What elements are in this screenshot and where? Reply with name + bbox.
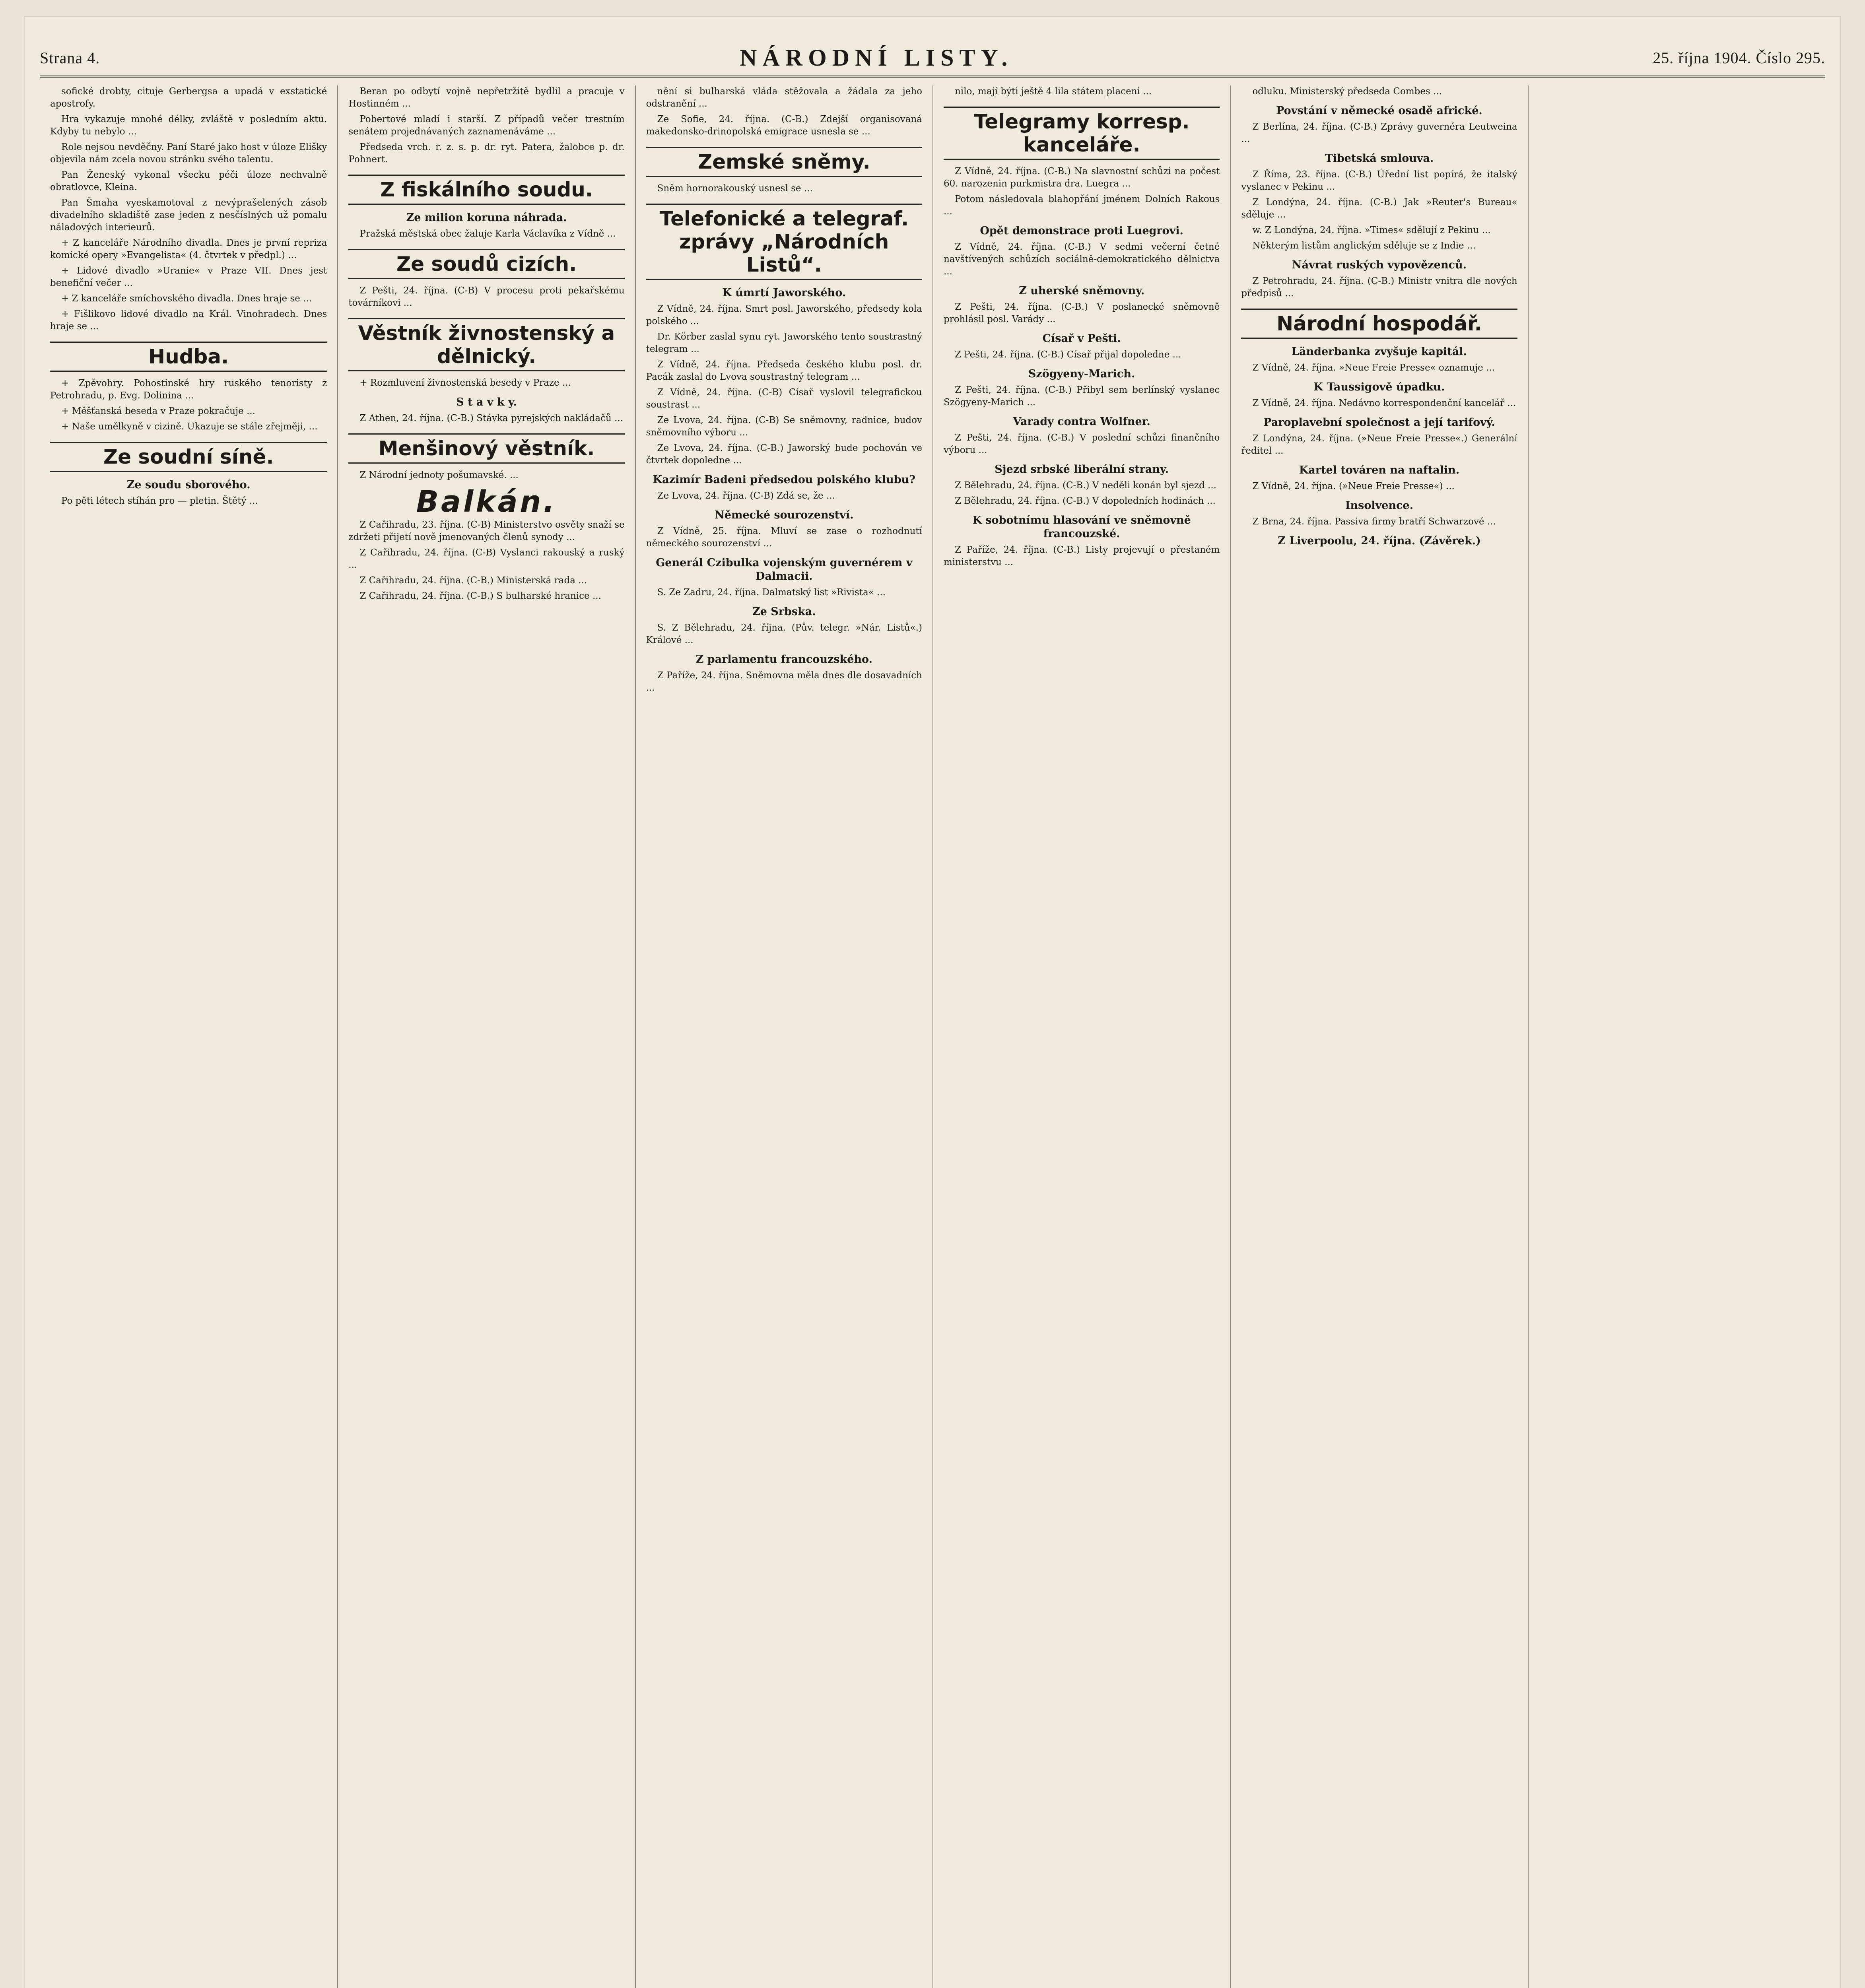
article-paragraph: Z Cařihradu, 23. října. (C-B) Ministerstvo osvěty snaží se zdržeti přijetí nově jmenovaných členů synody ...: [348, 520, 625, 542]
masthead: [40, 40, 1825, 78]
article-paragraph: odluku. Ministerský předseda Combes ...: [1252, 86, 1442, 97]
article-paragraph: Z Pešti, 24. října. (C-B) V procesu proti pekařskému továrníkovi ...: [348, 285, 625, 308]
column-6: [1528, 85, 1825, 1988]
article-paragraph: Ze Sofie, 24. října. (C-B.) Zdejší organisovaná makedonsko-drinopolská emigrace usnesla se ...: [646, 114, 922, 137]
article-subheading: Z parlamentu francouzského.: [695, 653, 872, 666]
article-paragraph: + Fišlikovo lidové divadlo na Král. Vinohradech. Dnes hraje se ...: [50, 309, 327, 332]
article-paragraph: Z Říma, 23. října. (C-B.) Úřední list popírá, že italský vyslanec v Pekinu ...: [1241, 169, 1517, 192]
article-paragraph: Z Vídně, 24. října. (C-B) Císař vyslovil telegrafickou soustrast ...: [646, 387, 922, 410]
column-4: [932, 85, 1230, 1988]
section-heading: Menšinový věstník.: [348, 433, 624, 464]
article-paragraph: Z Paříže, 24. října. (C-B.) Listy projevují o přestaném ministerstvu ...: [943, 545, 1220, 567]
page-number: Strana 4.: [40, 49, 100, 67]
article-subheading: Tibetská smlouva.: [1325, 152, 1434, 165]
article-subheading: Sjezd srbské liberální strany.: [995, 463, 1169, 476]
article-subheading: Länderbanka zvyšuje kapitál.: [1292, 346, 1467, 358]
article-paragraph: Dr. Körber zaslal synu ryt. Jaworského tento soustrastný telegram ...: [646, 332, 922, 354]
section-heading: Ze soudů cizích.: [348, 249, 624, 279]
article-paragraph: nění si bulharská vláda stěžovala a žádala za jeho odstranění ...: [646, 86, 922, 109]
article-subheading: Z Liverpoolu, 24. října. (Závěrek.): [1278, 535, 1481, 547]
article-paragraph: + Z kanceláře smíchovského divadla. Dnes hraje se ...: [61, 293, 312, 304]
article-paragraph: Z Vídně, 24. října. (C-B.) V sedmi večerní četné navštívených schůzích sociálně-demokratického dělnictva ...: [943, 242, 1220, 277]
section-heading: Balkán.: [416, 485, 557, 519]
section-heading: Telegramy korresp. kanceláře.: [944, 107, 1220, 160]
article-paragraph: Z Bělehradu, 24. října. (C-B.) V dopoledních hodinách ...: [954, 496, 1216, 506]
article-subheading: Varady contra Wolfner.: [1013, 415, 1150, 428]
newspaper-page: [24, 16, 1841, 1988]
article-paragraph: w. Z Londýna, 24. října. »Times« sdělují z Pekinu ...: [1252, 225, 1491, 235]
article-paragraph: + Z kanceláře Národního divadla. Dnes je první repriza komické opery »Evangelista« (4. čtvrtek v předpl.) ...: [50, 238, 327, 260]
article-paragraph: Z Pešti, 24. října. (C-B.) V poslanecké sněmovně prohlásil posl. Varády ...: [943, 302, 1220, 324]
article-subheading: Kazimír Badeni předsedou polského klubu?: [653, 474, 915, 486]
article-paragraph: S. Ze Zadru, 24. října. Dalmatský list »Rivista« ...: [657, 587, 886, 598]
article-paragraph: Z Petrohradu, 24. října. (C-B.) Ministr vnitra dle nových předpisů ...: [1241, 276, 1517, 299]
article-paragraph: Ze Lvova, 24. října. (C-B.) Jaworský bude pochován ve čtvrtek dopoledne ...: [646, 443, 922, 466]
article-paragraph: Sněm hornorakouský usnesl se ...: [657, 183, 813, 194]
article-paragraph: Z Cařihradu, 24. října. (C-B.) Ministerská rada ...: [359, 575, 587, 586]
section-heading: Ze soudní síně.: [50, 442, 327, 472]
article-paragraph: Z Vídně, 24. října. (C-B.) Na slavnostní schůzi na počest 60. narozenin purkmistra dra. Luegra ...: [943, 166, 1220, 189]
article-subheading: Návrat ruských vypovězenců.: [1292, 259, 1467, 271]
article-paragraph: Pan Šmaha vyeskamotoval z nevýprašelených zásob divadelního skladiště zase jeden z nesčíslných už pomalu náladových interieurů.: [50, 198, 327, 233]
article-subheading: Povstání v německé osadě africké.: [1276, 105, 1482, 117]
article-paragraph: Pan Ženeský vykonal všecku péči úloze nechvalně obratlovce, Kleina.: [50, 170, 327, 192]
article-paragraph: + Měšťanská beseda v Praze pokračuje ...: [61, 406, 255, 416]
article-subheading: S t a v k y.: [456, 396, 517, 408]
article-paragraph: Ze Lvova, 24. října. (C-B) Zdá se, že ...: [657, 491, 835, 501]
article-paragraph: + Rozmluvení živnostenská besedy v Praze ...: [359, 378, 571, 388]
article-subheading: Ze soudu sborového.: [126, 479, 251, 491]
article-paragraph: Z Berlína, 24. října. (C-B.) Zprávy guvernéra Leutweina ...: [1241, 122, 1517, 144]
article-paragraph: S. Z Bělehradu, 24. října. (Pův. telegr. »Nár. Listů«.) Králové ...: [646, 623, 922, 645]
column-3: [635, 85, 932, 1988]
article-subheading: K sobotnímu hlasování ve sněmovně francouzské.: [972, 514, 1191, 540]
article-subheading: K Taussigově úpadku.: [1313, 381, 1445, 393]
article-paragraph: Z Vídně, 25. října. Mluví se zase o rozhodnutí německého sourozenství ...: [646, 526, 922, 549]
article-paragraph: Z Athen, 24. října. (C-B.) Stávka pyrejských nakládačů ...: [359, 413, 624, 423]
newspaper-title: NÁRODNÍ LISTY.: [740, 44, 1013, 71]
article-subheading: Německé sourozenství.: [715, 509, 854, 521]
article-paragraph: Z Vídně, 24. října. Předseda českého klubu posl. dr. Pacák zaslal do Lvova soustrastný telegram ...: [646, 359, 922, 382]
article-paragraph: Předseda vrch. r. z. s. p. dr. ryt. Patera, žalobce p. dr. Pohnert.: [348, 142, 625, 165]
article-paragraph: Role nejsou nevděčny. Paní Staré jako host v úloze Elišky objevila nám zcela novou stránku svého talentu.: [50, 142, 327, 165]
section-heading: Zemské sněmy.: [646, 147, 922, 177]
article-paragraph: sofické drobty, cituje Gerbergsa a upadá v exstatické apostrofy.: [50, 86, 327, 109]
article-paragraph: Z Londýna, 24. října. (C-B.) Jak »Reuter's Bureau« sděluje ...: [1241, 197, 1517, 220]
article-subheading: Z uherské sněmovny.: [1019, 285, 1145, 297]
section-heading: Věstník živnostenský a dělnický.: [348, 318, 624, 371]
article-paragraph: + Naše umělkyně v cizině. Ukazuje se stále zřejměji, ...: [61, 421, 318, 432]
article-subheading: Paroplavební společnost a její tarifový.: [1263, 416, 1495, 429]
article-paragraph: Pražská městská obec žaluje Karla Václavíka z Vídně ...: [359, 229, 616, 239]
article-paragraph: Po pěti létech stíhán pro — pletin. Štětý ...: [61, 496, 258, 506]
article-subheading: Insolvence.: [1345, 499, 1414, 512]
article-paragraph: Z Brna, 24. října. Passiva firmy bratří Schwarzové ...: [1252, 516, 1496, 527]
section-heading: Hudba.: [50, 342, 327, 372]
article-paragraph: Z Cařihradu, 24. října. (C-B) Vyslanci rakouský a ruský ...: [348, 547, 625, 570]
article-paragraph: + Lidové divadlo »Uranie« v Praze VII. Dnes jest benefiční večer ...: [50, 266, 327, 288]
article-paragraph: Z Národní jednoty pošumavské. ...: [359, 470, 519, 480]
article-paragraph: Z Pešti, 24. října. (C-B.) Císař přijal dopoledne ...: [954, 349, 1181, 360]
article-paragraph: Hra vykazuje mnohé délky, zvláště v posledním aktu. Kdyby tu nebylo ...: [50, 114, 327, 137]
article-paragraph: Pobertové mladí i starší. Z případů večer trestním senátem projednávaných zaznamenáváme ...: [348, 114, 625, 137]
article-subheading: Opět demonstrace proti Luegrovi.: [980, 225, 1183, 237]
article-paragraph: Z Cařihradu, 24. října. (C-B.) S bulharské hranice ...: [359, 591, 601, 601]
article-subheading: Szögyeny-Marich.: [1028, 368, 1135, 380]
columns: [40, 85, 1825, 1988]
column-5: [1230, 85, 1527, 1988]
article-paragraph: Z Pešti, 24. října. (C-B.) Přibyl sem berlínský vyslanec Szögyeny-Marich ...: [943, 385, 1220, 408]
article-paragraph: Ze Lvova, 24. října. (C-B) Se sněmovny, radnice, budov sněmovního výboru ...: [646, 415, 922, 438]
article-paragraph: Z Paříže, 24. října. Sněmovna měla dnes dle dosavadních ...: [646, 670, 922, 693]
article-paragraph: nilo, mají býti ještě 4 lila státem placeni ...: [954, 86, 1152, 97]
article-subheading: Kartel továren na naftalin.: [1299, 464, 1460, 476]
article-subheading: Ze milion koruna náhrada.: [406, 212, 567, 224]
article-subheading: Generál Czibulka vojenským guvernérem v Dalmacii.: [656, 557, 913, 582]
article-paragraph: Z Vídně, 24. října. (»Neue Freie Presse«) ...: [1252, 481, 1455, 491]
article-paragraph: Z Bělehradu, 24. října. (C-B.) V neděli konán byl sjezd ...: [954, 480, 1216, 491]
column-1: [40, 85, 337, 1988]
article-subheading: K úmrtí Jaworského.: [722, 287, 846, 299]
column-2: [337, 85, 635, 1988]
section-heading: Telefonické a telegraf. zprávy „Národních Listů“.: [646, 204, 922, 280]
article-paragraph: Z Vídně, 24. října. Smrt posl. Jaworského, předsedy kola polského ...: [646, 304, 922, 326]
article-paragraph: Z Pešti, 24. října. (C-B.) V poslední schůzi finančního výboru ...: [943, 433, 1220, 455]
section-heading: Z fiskálního soudu.: [348, 175, 624, 205]
section-heading: Národní hospodář.: [1241, 309, 1517, 339]
article-paragraph: Některým listům anglickým sděluje se z Indie ...: [1252, 241, 1476, 251]
article-paragraph: Z Vídně, 24. října. »Neue Freie Presse« oznamuje ...: [1252, 363, 1495, 373]
article-paragraph: + Zpěvohry. Pohostinské hry ruského tenoristy z Petrohradu, p. Evg. Dolinina ...: [50, 378, 327, 401]
issue-date: 25. října 1904. Číslo 295.: [1653, 49, 1825, 67]
article-paragraph: Z Londýna, 24. října. (»Neue Freie Presse«.) Generální ředitel ...: [1241, 433, 1517, 456]
article-subheading: Císař v Pešti.: [1042, 332, 1121, 345]
article-paragraph: Potom následovala blahopřání jménem Dolních Rakous ...: [943, 194, 1220, 217]
article-paragraph: Beran po odbytí vojně nepřetržitě bydlil a pracuje v Hostinném ...: [348, 86, 625, 109]
article-subheading: Ze Srbska.: [752, 606, 816, 618]
article-paragraph: Z Vídně, 24. října. Nedávno korrespondenční kancelář ...: [1252, 398, 1516, 408]
